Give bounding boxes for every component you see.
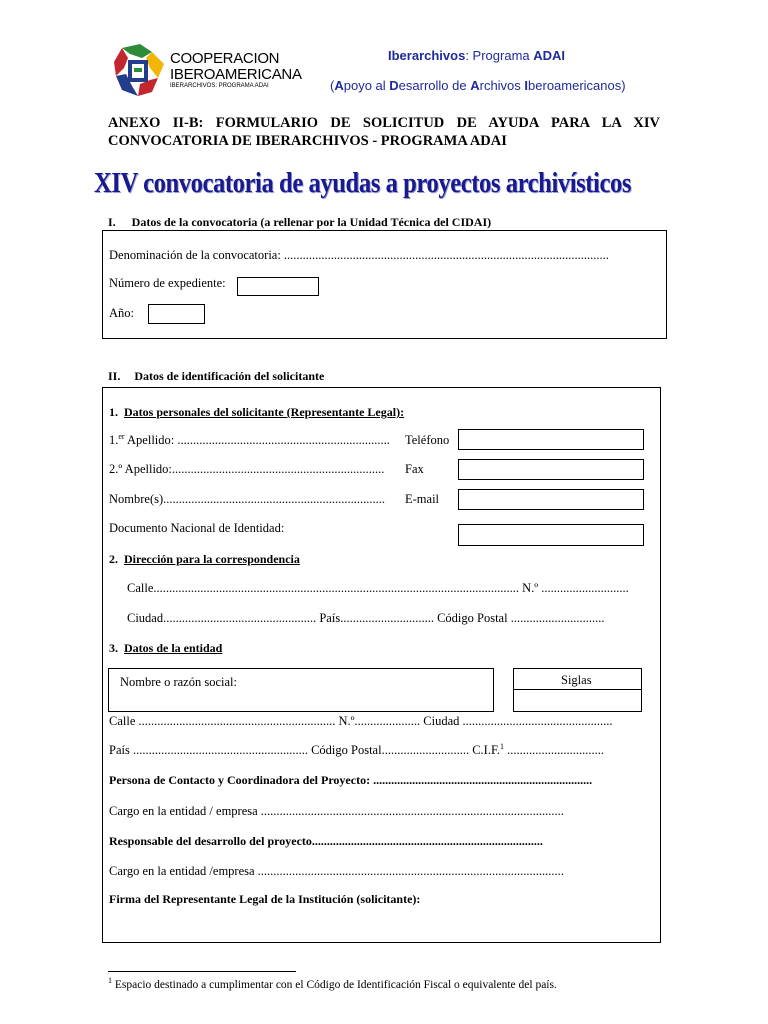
siglas-label: Siglas [561, 673, 592, 687]
apellido1-field[interactable] [109, 433, 390, 448]
logo-line2: IBEROAMERICANA [170, 66, 302, 83]
email-input[interactable] [458, 489, 644, 510]
sub3-number: 3. [109, 641, 118, 655]
responsable-field[interactable]: Responsable del desarrollo del proyecto............................................................................. [109, 834, 543, 848]
footnote-text: Espacio destinado a cumplimentar con el Código de Identificación Fiscal o equivalente del país. [112, 979, 557, 991]
entidad-pais-label: País ........................................................ Código Postal............................ C.I.F. [109, 743, 501, 757]
section1-number: I. [108, 215, 116, 229]
logo-line3: IBERARCHIVOS: PROGRAMA ADAI [170, 83, 269, 89]
program-subtitle [330, 78, 626, 93]
sub2-heading [109, 552, 300, 567]
razon-social-label: Nombre o razón social: [120, 675, 237, 689]
dni-input[interactable] [458, 524, 644, 546]
program-line [388, 48, 565, 63]
telefono-input[interactable] [458, 429, 644, 450]
program-name: Iberarchivos [388, 48, 466, 63]
footnote-mark: 1 [108, 976, 112, 986]
calle-field[interactable]: Calle..................................................................................................................... N.º ............................ [127, 581, 629, 595]
main-title: XIV convocatoria de ayudas a proyectos archivísticos [94, 168, 631, 199]
section2-number: II. [108, 369, 121, 383]
footnote [108, 976, 557, 991]
entidad-calle-field[interactable]: Calle ............................................................... N.º..................... Ciudad ................................................ [109, 714, 613, 728]
sub1-title: Datos personales del solicitante (Representante Legal): [124, 405, 405, 419]
sub1-number: 1. [109, 405, 118, 419]
expediente-label: Número de expediente: [109, 276, 226, 290]
subtitle-cap: A [470, 78, 480, 93]
entidad-pais-field[interactable] [109, 743, 604, 758]
anio-label: Año: [109, 306, 134, 320]
apellido2-field[interactable]: 2.º Apellido:.................................................................... [109, 462, 385, 476]
expediente-input[interactable] [237, 277, 319, 296]
subtitle-rest: beroamericanos) [528, 78, 626, 93]
sub3-title: Datos de la entidad [124, 641, 223, 655]
telefono-label: Teléfono [405, 433, 450, 447]
subtitle-rest: esarrollo de [398, 78, 471, 93]
email-label: E-mail [405, 492, 440, 506]
sub2-number: 2. [109, 552, 118, 566]
logo-emblem-icon [112, 40, 168, 100]
subtitle-cap: D [389, 78, 399, 93]
fax-input[interactable] [458, 459, 644, 480]
entidad-cif-dots: ............................... [504, 743, 605, 757]
subtitle-rest: rchivos [479, 78, 525, 93]
annex-title: ANEXO II-B: FORMULARIO DE SOLICITUD DE AYUDA PARA LA XIV CONVOCATORIA DE IBERARCHIVOS - PROGRAMA ADAI [108, 115, 660, 149]
apellido1-sup: er [118, 431, 125, 441]
dni-label: Documento Nacional de Identidad: [109, 521, 285, 535]
logo [112, 40, 302, 100]
nombre-field[interactable]: Nombre(s)....................................................................... [109, 492, 386, 506]
subtitle-paren: ( [330, 78, 335, 93]
subtitle-cap: I [524, 78, 529, 93]
cargo2-field[interactable]: Cargo en la entidad /empresa .................................................................................................. [109, 864, 564, 878]
contacto-field[interactable]: Persona de Contacto y Coordinadora del Proyecto: ......................................................................... [109, 773, 593, 787]
sub3-heading [109, 641, 222, 656]
logo-line1: COOPERACION [170, 50, 280, 67]
subtitle-rest: poyo al [343, 78, 390, 93]
sub2-title: Dirección para la correspondencia [124, 552, 300, 566]
cif-footnote-mark: 1 [500, 741, 505, 751]
section2-title: Datos de identificación del solicitante [134, 369, 325, 383]
apellido1-label: Apellido: .................................................................... [124, 433, 390, 447]
fax-label: Fax [405, 462, 424, 476]
denominacion-field[interactable]: Denominación de la convocatoria: ........................................................................................................ [109, 248, 609, 262]
section1-heading [108, 215, 491, 230]
cargo1-field[interactable]: Cargo en la entidad / empresa ................................................................................................. [109, 804, 564, 818]
anio-input[interactable] [148, 304, 205, 324]
section1-title: Datos de la convocatoria (a rellenar por la Unidad Técnica del CIDAI) [131, 215, 492, 229]
program-adai: ADAI [533, 48, 566, 63]
section2-heading [108, 369, 324, 384]
firma-label: Firma del Representante Legal de la Institución (solicitante): [109, 892, 421, 906]
sub1-heading [109, 405, 404, 420]
footnote-divider [108, 971, 296, 972]
program-mid: : Programa [465, 48, 534, 63]
apellido1-pre: 1. [109, 433, 119, 447]
subtitle-cap: A [334, 78, 344, 93]
ciudad-field[interactable]: Ciudad................................................. País.............................. Código Postal .............................. [127, 611, 605, 625]
